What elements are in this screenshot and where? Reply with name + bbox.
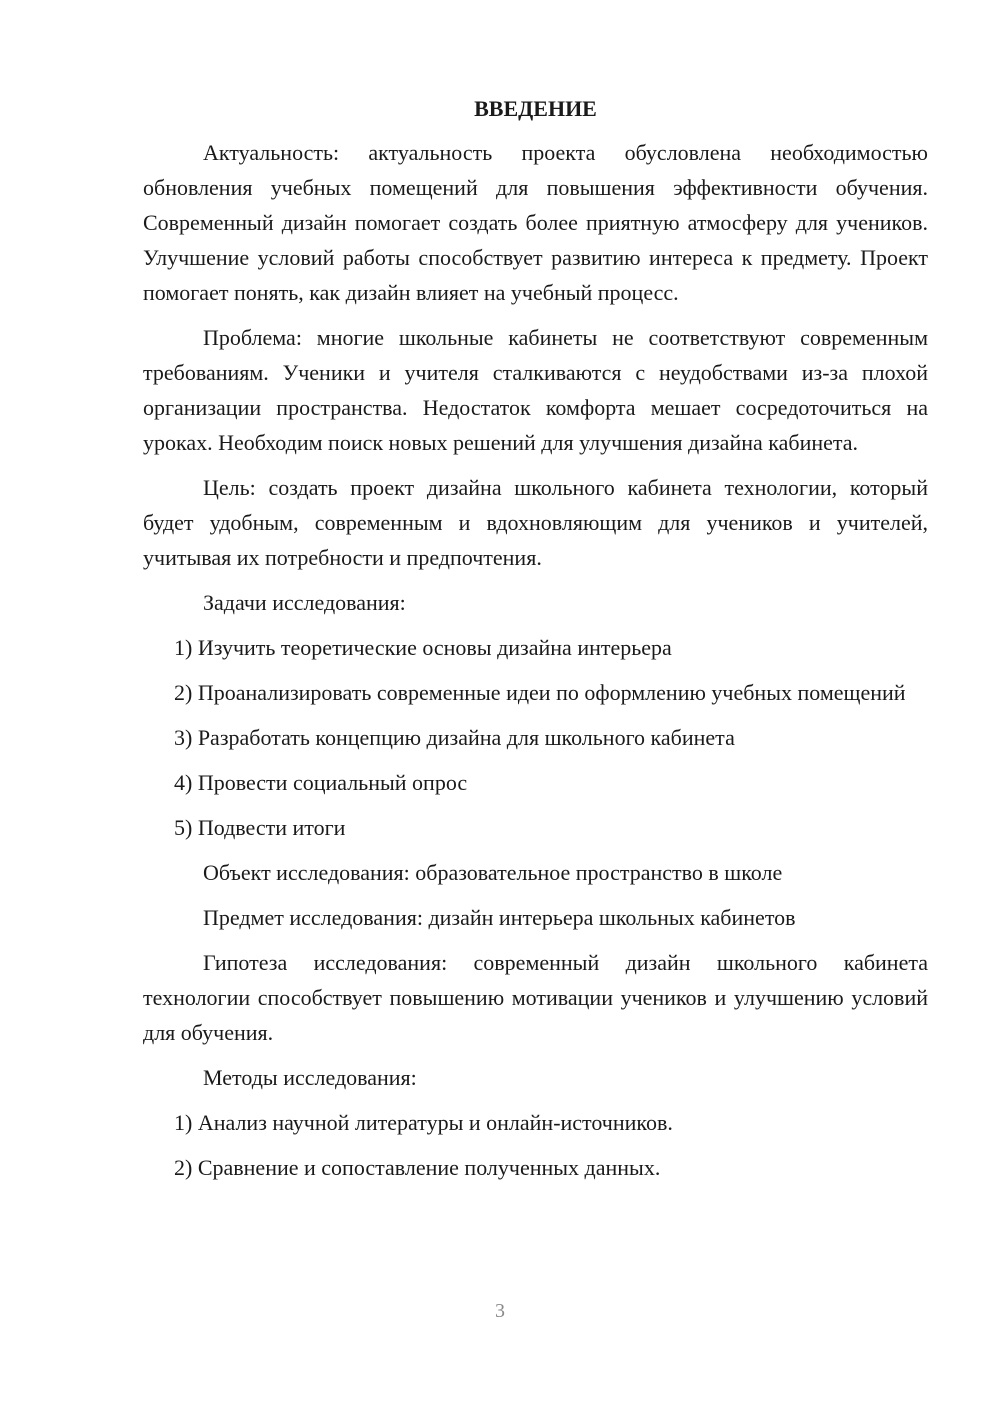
methods-heading: Методы исследования: xyxy=(203,1065,417,1090)
task-item-4: 4) Провести социальный опрос xyxy=(174,770,468,795)
page-number: 3 xyxy=(495,1300,505,1322)
method-item-1: 1) Анализ научной литературы и онлайн-источников. xyxy=(174,1110,673,1135)
paragraph-goal: Цель: создать проект дизайна школьного кабинета технологии, который будет удобным, современным и вдохновляющим для учеников и учителей, учитывая их потребности и предпочтения. xyxy=(143,475,928,570)
research-object: Объект исследования: образовательное пространство в школе xyxy=(203,860,783,885)
paragraph-relevance: Актуальность: актуальность проекта обусловлена необходимостью обновления учебных помещений для повышения эффективности обучения. Современный дизайн помогает создать более приятную атмосферу для учеников. Улучшение условий работы способствует развитию интереса к предмету. Проект помогает понять, как дизайн влияет на учебный процесс. xyxy=(143,140,928,305)
page-content xyxy=(143,94,928,1195)
task-item-2: 2) Проанализировать современные идеи по оформлению учебных помещений xyxy=(174,680,906,705)
task-item-3: 3) Разработать концепцию дизайна для школьного кабинета xyxy=(174,725,735,750)
section-title: ВВЕДЕНИЕ xyxy=(474,96,597,121)
tasks-heading: Задачи исследования: xyxy=(203,590,406,615)
task-item-5: 5) Подвести итоги xyxy=(174,815,346,840)
research-subject: Предмет исследования: дизайн интерьера школьных кабинетов xyxy=(203,905,796,930)
task-item-1: 1) Изучить теоретические основы дизайна интерьера xyxy=(174,635,672,660)
method-item-2: 2) Сравнение и сопоставление полученных данных. xyxy=(174,1155,661,1180)
paragraph-problem: Проблема: многие школьные кабинеты не соответствуют современным требованиям. Ученики и учителя сталкиваются с неудобствами из-за плохой организации пространства. Недостаток комфорта мешает сосредоточиться на уроках. Необходим поиск новых решений для улучшения дизайна кабинета. xyxy=(143,325,928,455)
research-hypothesis: Гипотеза исследования: современный дизайн школьного кабинета технологии способствует повышению мотивации учеников и улучшению условий для обучения. xyxy=(143,950,928,1045)
